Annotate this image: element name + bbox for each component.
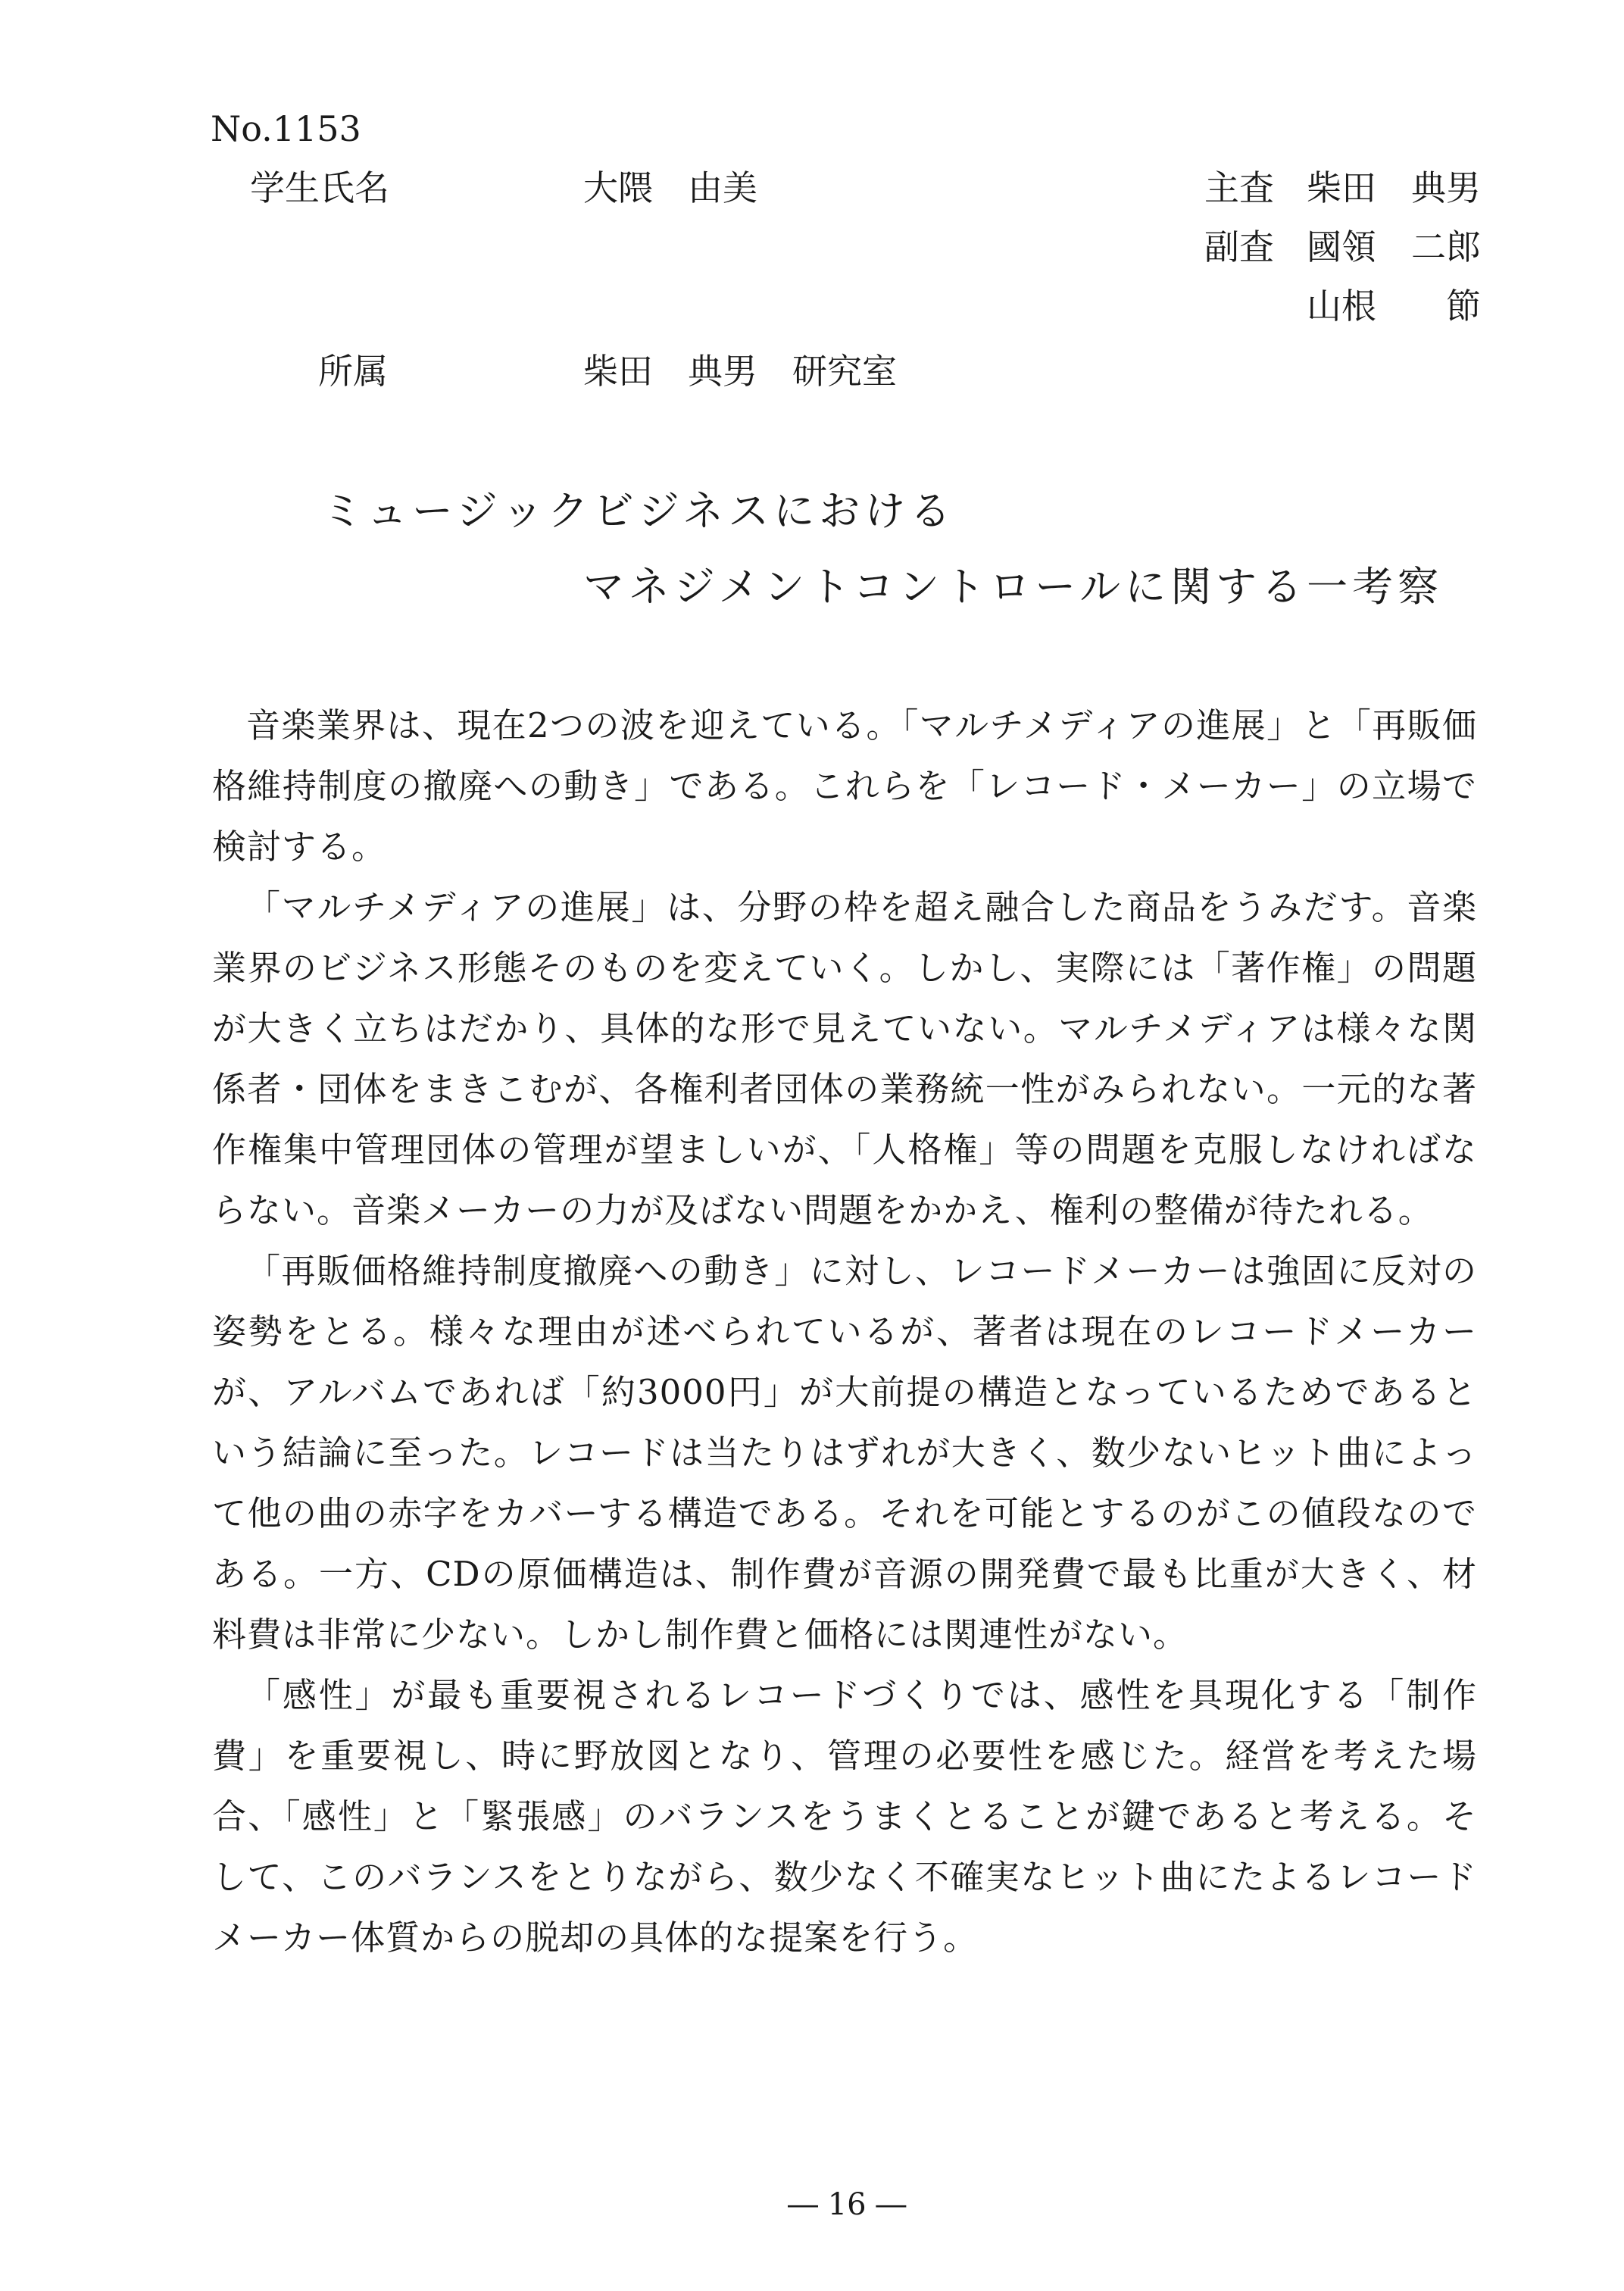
abstract-body	[212, 695, 1477, 1968]
examiner-name-3: 山根 節	[1307, 286, 1481, 327]
student-name-label: 学生氏名	[250, 167, 389, 208]
title-line-2: マネジメントコントロールに関する一考察	[583, 563, 1444, 611]
paragraph-1: 音楽業界は、現在2つの波を迎えている。「マルチメディアの進展」と「再販価格維持制度の撤廃への動き」である。これらを「レコード・メーカー」の立場で検討する。	[212, 705, 1477, 867]
examiner-role-1: 主査	[1204, 167, 1274, 208]
paragraph-3: 「再販価格維持制度撤廃への動き」に対し、レコードメーカーは強固に反対の姿勢をとる。様々な理由が述べられているが、著者は現在のレコードメーカーが、アルバムであれば「約3000円」が大前提の構造となっているためであるという結論に至った。レコードは当たりはずれが大きく、数少ないヒット曲によって他の曲の赤字をカバーする構造である。それを可能とするのがこの値段なのである。一方、CDの原価構造は、制作費が音源の開発費で最も比重が大きく、材料費は非常に少ない。しかし制作費と価格には関連性がない。	[212, 1251, 1477, 1655]
affiliation-value: 柴田 典男 研究室	[583, 351, 897, 392]
affiliation-label: 所属	[318, 351, 388, 392]
document-number: No.1153	[211, 108, 361, 149]
paragraph-2: 「マルチメディアの進展」は、分野の枠を超え融合した商品をうみだす。音楽業界のビジネス形態そのものを変えていく。しかし、実際には「著作権」の問題が大きく立ちはだかり、具体的な形で見えていない。マルチメディアは様々な関係者・団体をまきこむが、各権利者団体の業務統一性がみられない。一元的な著作権集中管理団体の管理が望ましいが、「人格権」等の問題を克服しなければならない。音楽メーカーの力が及ばない問題をかかえ、権利の整備が待たれる。	[212, 887, 1477, 1230]
examiner-role-2: 副査	[1204, 227, 1274, 267]
student-name: 大隈 由美	[583, 167, 757, 208]
page-number: ― 16 ―	[788, 2187, 907, 2222]
examiner-name-2: 國領 二郎	[1307, 227, 1481, 267]
paragraph-4: 「感性」が最も重要視されるレコードづくりでは、感性を具現化する「制作費」を重要視し、時に野放図となり、管理の必要性を感じた。経営を考えた場合、「感性」と「緊張感」のバランスをうまくとることが鍵であると考える。そして、このバランスをとりながら、数少なく不確実なヒット曲にたよるレコードメーカー体質からの脱却の具体的な提案を行う。	[212, 1675, 1477, 1958]
title-line-1: ミュージックビジネスにおける	[322, 487, 956, 535]
examiner-name-1: 柴田 典男	[1307, 167, 1481, 208]
